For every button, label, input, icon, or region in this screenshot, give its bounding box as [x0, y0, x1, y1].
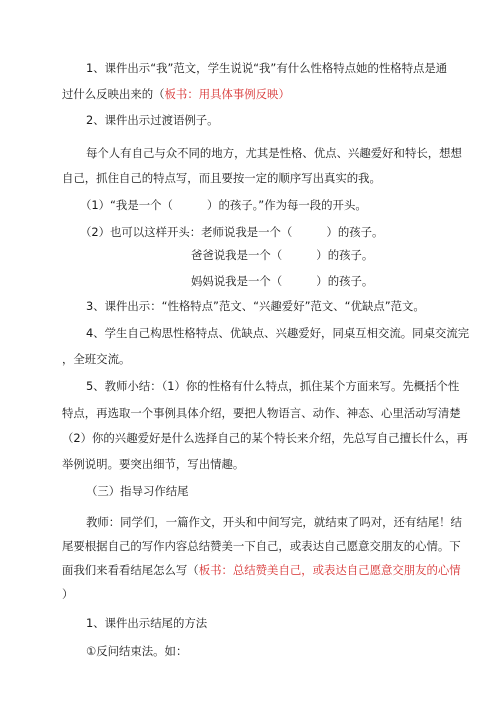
- text: 1、课件出示“我”范文，学生说说“我”有什么性格特点她的性格特点是通: [86, 61, 448, 75]
- text: 爸爸说我是一个（ ）的孩子。: [191, 248, 374, 262]
- text: 妈妈说我是一个（ ）的孩子。: [191, 274, 374, 288]
- text: 尾要根据自己的写作内容总结赞美一下自己，或表达自己愿意交朋友的心情。下: [62, 539, 461, 553]
- text: （2）你的兴趣爱好是什么选择自己的某个特长来介绍，先总写自己擅长什么，再: [62, 431, 468, 445]
- example-4: [191, 273, 373, 289]
- para-3-line-2: [62, 170, 381, 186]
- para-4: [86, 298, 425, 314]
- para-6-line-2: [62, 405, 461, 421]
- para-5-line-1: [86, 325, 469, 341]
- para-3-line-1: [86, 145, 462, 161]
- example-3: [191, 247, 373, 263]
- text: 过什么反映出来的（: [62, 87, 165, 101]
- text: 面我们来看看结尾怎么写（: [62, 563, 199, 577]
- para-7-line-2: [62, 538, 461, 554]
- text: 自己，抓住自己的特点写，而且要按一定的顺序写出真实的我。: [62, 171, 381, 185]
- para-1-line-2: [62, 86, 290, 102]
- board-note: 板书：用具体事例反映）: [164, 87, 290, 101]
- text: 4、学生自己构思性格特点、优缺点、兴趣爱好，同桌互相交流。同桌交流完: [86, 326, 470, 340]
- text: 5、教师小结：（1）你的性格有什么特点，抓住某个方面来写。先概括个性: [86, 379, 460, 393]
- text: 每个人有自己与众不同的地方，尤其是性格、优点、兴趣爱好和特长，想想: [86, 146, 462, 160]
- text: ，全班交流。: [62, 352, 131, 366]
- para-6-line-4: [62, 456, 244, 472]
- para-9: [86, 643, 187, 659]
- text: 举例说明。要突出细节，写出情趣。: [62, 457, 245, 471]
- text: ）: [62, 587, 74, 601]
- para-7-line-3: [62, 562, 461, 578]
- para-8: [86, 615, 207, 631]
- para-5-line-2: [62, 351, 130, 367]
- example-1: [80, 197, 367, 213]
- text: 教师：同学们，一篇作文，开头和中间写完，就结束了吗对，还有结尾！结: [86, 515, 462, 529]
- text: （三）指导习作结尾: [86, 484, 189, 498]
- para-6-line-1: [86, 378, 459, 394]
- para-1-line-1: [86, 60, 447, 76]
- text: （1）“我是一个（ ）的孩子。”作为每一段的开头。: [80, 198, 367, 212]
- text: 特点，再选取一个事例具体介绍，要把人物语言、动作、神态、心里活动写清楚: [62, 406, 461, 420]
- text: 1、课件出示结尾的方法: [86, 616, 208, 630]
- para-6-line-3: [62, 430, 468, 446]
- para-7-line-1: [86, 514, 462, 530]
- text: （2）也可以这样开头：老师说我是一个（ ）的孩子。: [80, 225, 384, 239]
- para-7-line-4: [62, 586, 73, 602]
- para-2-title: [86, 112, 219, 128]
- example-2: [80, 224, 383, 240]
- text: ①反问结束法。如：: [86, 644, 188, 658]
- text: 2、课件出示过渡语例子。: [86, 113, 219, 127]
- text: 3、课件出示：“性格特点”范文、“兴趣爱好”范文、“优缺点”范文。: [86, 299, 425, 313]
- section-heading: [86, 483, 189, 499]
- board-note: 板书：总结赞美自己，或表达自己愿意交朋友的心情: [198, 563, 461, 577]
